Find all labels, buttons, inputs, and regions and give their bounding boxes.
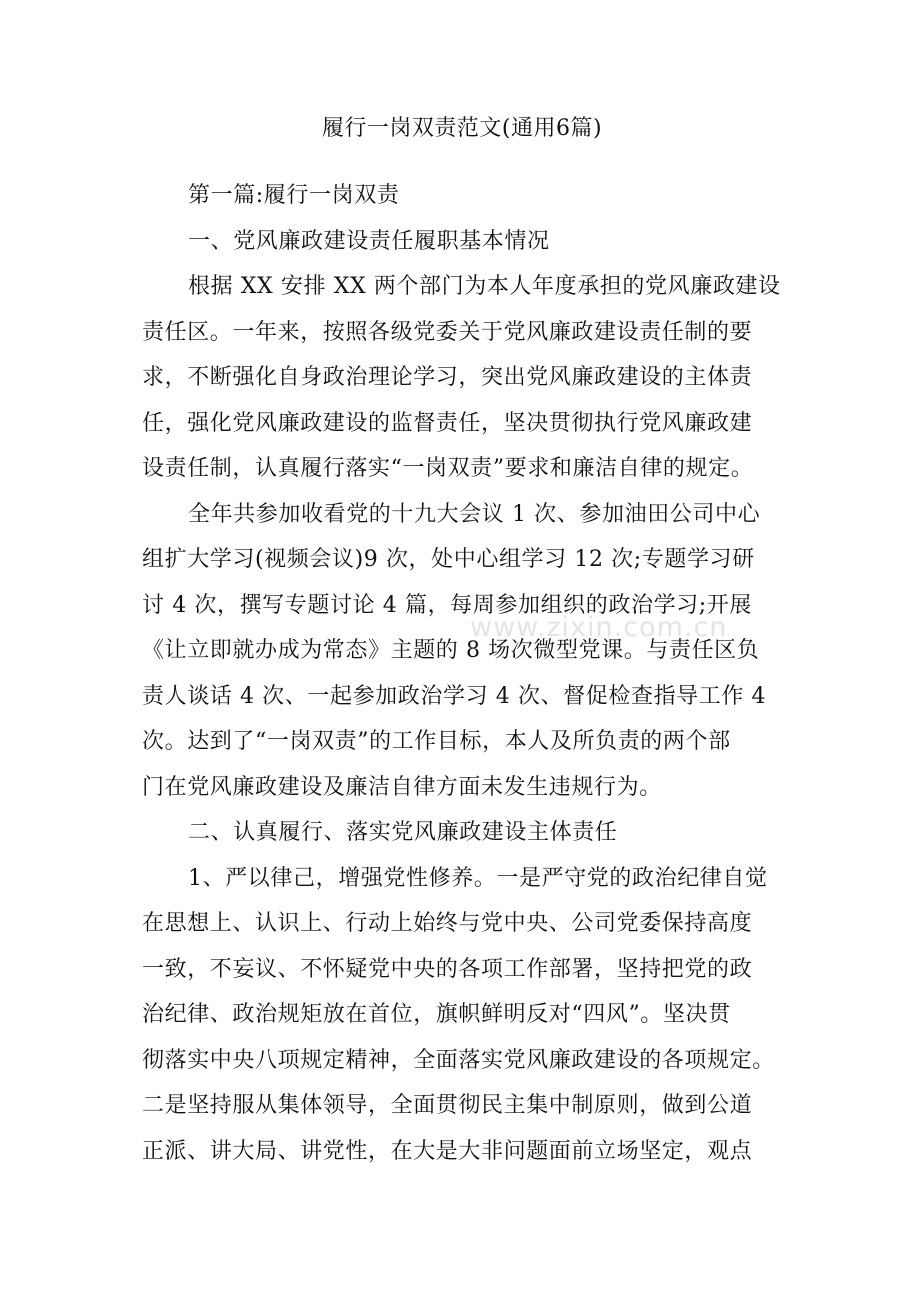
section-heading: 第一篇:履行一岗双责 — [188, 183, 400, 208]
paragraph-line: 责任区。一年来，按照各级党委关于党风廉政建设责任制的要 — [142, 319, 753, 345]
document-title: 履行一岗双责范文(通用6篇) — [321, 116, 603, 141]
watermark-text: www.zixin.com.cn — [470, 612, 728, 643]
paragraph-line: 责人谈话 4 次、一起参加政治学习 4 次、督促检查指导工作 4 — [142, 683, 767, 709]
paragraph-line: 次。达到了“一岗双责”的工作目标，本人及所负责的两个部 — [142, 729, 731, 754]
paragraph-line: 《让立即就办成为常态》主题的 8 场次微型党课。与责任区负 — [142, 638, 760, 663]
paragraph-line: 任，强化党风廉政建设的监督责任，坚决贯彻执行党风廉政建 — [142, 410, 753, 436]
paragraph-line: 一致，不妄议、不怀疑党中央的各项工作部署，坚持把党的政 — [142, 956, 753, 982]
paragraph-line: 根据 XX 安排 XX 两个部门为本人年度承担的党风廉政建设 — [188, 274, 781, 299]
subsection-heading: 二、认真履行、落实党风廉政建设主体责任 — [188, 820, 618, 845]
paragraph-line: 组扩大学习(视频会议)9 次，处中心组学习 12 次;专题学习研 — [142, 547, 755, 572]
paragraph-line: 讨 4 次，撰写专题讨论 4 篇，每周参加组织的政治学习;开展 — [142, 592, 752, 618]
paragraph-line: 求，不断强化自身政治理论学习，突出党风廉政建设的主体责 — [142, 365, 753, 390]
paragraph-line: 在思想上、认识上、行动上始终与党中央、公司党委保持高度 — [142, 911, 753, 936]
paragraph-line: 1、严以律己，增强党性修养。一是严守党的政治纪律自觉 — [188, 865, 768, 891]
paragraph-line: 门在党风廉政建设及廉洁自律方面未发生违规行为。 — [142, 774, 662, 800]
subsection-heading: 一、党风廉政建设责任履职基本情况 — [188, 228, 550, 254]
paragraph-line: 彻落实中央八项规定精神，全面落实党风廉政建设的各项规定。 — [142, 1047, 775, 1073]
paragraph-line: 正派、讲大局、讲党性，在大是大非问题面前立场坚定，观点 — [142, 1138, 753, 1164]
paragraph-line: 二是坚持服从集体领导，全面贯彻民主集中制原则，做到公道 — [142, 1093, 753, 1118]
paragraph-line: 治纪律、政治规矩放在首位，旗帜鲜明反对“四风”。坚决贯 — [142, 1002, 731, 1027]
paragraph-line: 设责任制，认真履行落实“一岗双责”要求和廉洁自律的规定。 — [142, 456, 754, 481]
paragraph-line: 全年共参加收看党的十九大会议 1 次、参加油田公司中心 — [188, 501, 761, 527]
